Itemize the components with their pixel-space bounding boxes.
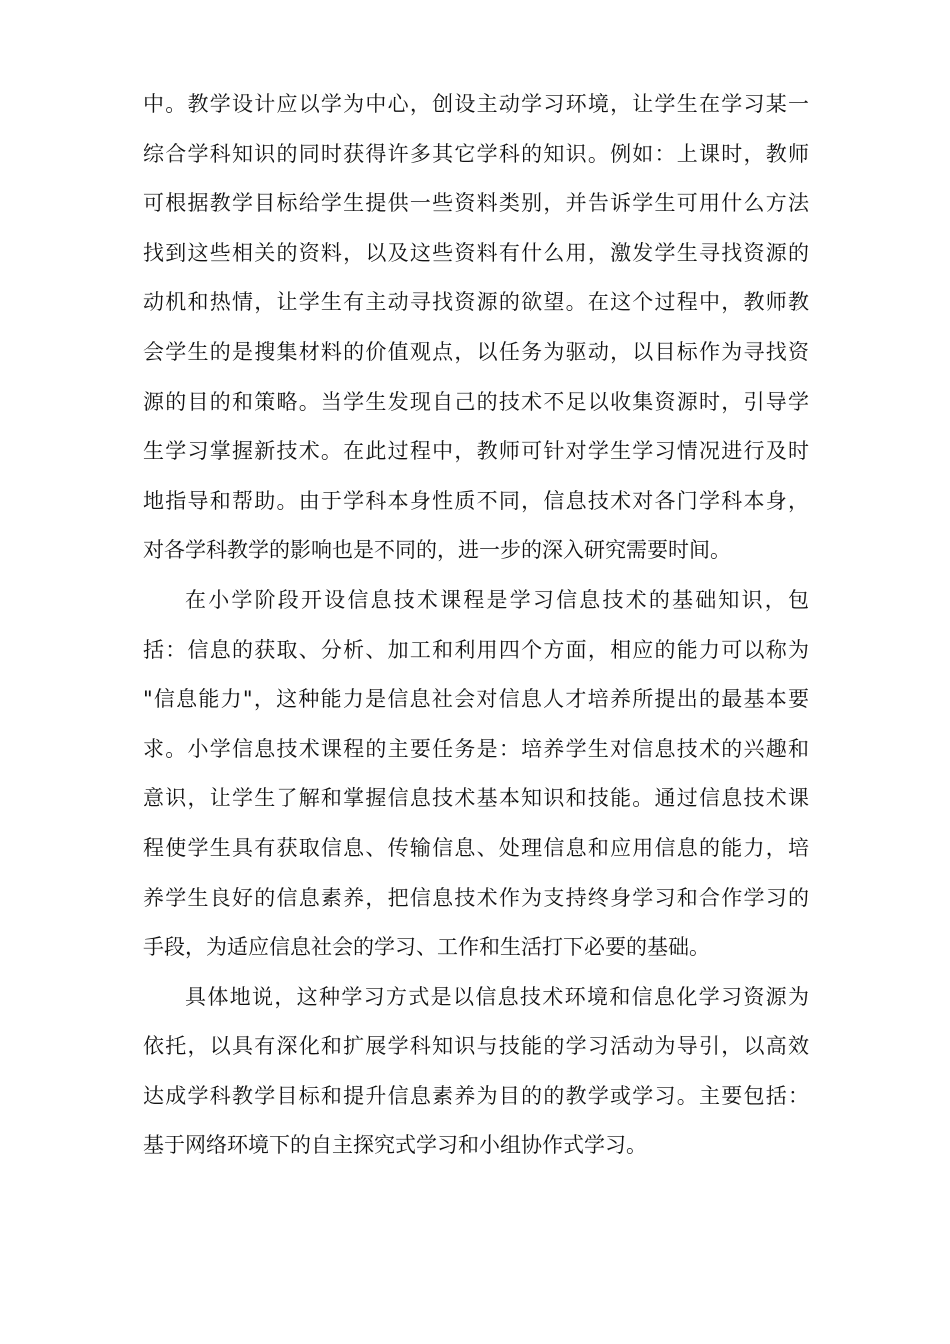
paragraph-1-line-4: 找到这些相关的资料，以及这些资料有什么用，激发学生寻找资源的 [143,240,809,265]
paragraph-2-line-7: 养学生良好的信息素养，把信息技术作为支持终身学习和合作学习的 [143,885,809,910]
paragraph-1-line-8: 生学习掌握新技术。在此过程中，教师可针对学生学习情况进行及时 [143,439,809,464]
paragraph-2-line-4: 求。小学信息技术课程的主要任务是：培养学生对信息技术的兴趣和 [143,736,809,761]
paragraph-3-line-3: 达成学科教学目标和提升信息素养为目的的教学或学习。主要包括： [143,1083,809,1108]
paragraph-2-line-2: 括：信息的获取、分析、加工和利用四个方面，相应的能力可以称为 [143,637,809,662]
body-text [143,80,809,1171]
paragraph-1-line-7: 源的目的和策略。当学生发现自己的技术不足以收集资源时，引导学 [143,389,809,414]
paragraph-3-line-1: 具体地说，这种学习方式是以信息技术环境和信息化学习资源为 [185,984,809,1009]
paragraph-2-line-3: "信息能力"，这种能力是信息社会对信息人才培养所提出的最基本要 [143,687,809,712]
paragraph-1-line-3: 可根据教学目标给学生提供一些资料类别，并告诉学生可用什么方法 [143,191,809,216]
paragraph-1-line-5: 动机和热情，让学生有主动寻找资源的欲望。在这个过程中，教师教 [143,290,809,315]
paragraph-2-line-8: 手段，为适应信息社会的学习、工作和生活打下必要的基础。 [143,935,710,960]
paragraph-1-line-2: 综合学科知识的同时获得许多其它学科的知识。例如：上课时，教师 [143,141,809,166]
paragraph-2-line-6: 程使学生具有获取信息、传输信息、处理信息和应用信息的能力，培 [143,835,809,860]
paragraph-1-line-10: 对各学科教学的影响也是不同的，进一步的深入研究需要时间。 [143,538,731,563]
paragraph-1-line-1: 中。教学设计应以学为中心，创设主动学习环境，让学生在学习某一 [143,92,809,116]
paragraph-3-line-2: 依托，以具有深化和扩展学科知识与技能的学习活动为导引，以高效 [143,1034,809,1059]
paragraph-1-line-6: 会学生的是搜集材料的价值观点，以任务为驱动，以目标作为寻找资 [143,339,809,364]
paragraph-1-line-9: 地指导和帮助。由于学科本身性质不同，信息技术对各门学科本身， [143,488,809,513]
paragraph-2-line-5: 意识，让学生了解和掌握信息技术基本知识和技能。通过信息技术课 [143,786,809,811]
paragraph-3-line-4: 基于网络环境下的自主探究式学习和小组协作式学习。 [143,1133,647,1158]
paragraph-2-line-1: 在小学阶段开设信息技术课程是学习信息技术的基础知识，包 [185,587,809,612]
